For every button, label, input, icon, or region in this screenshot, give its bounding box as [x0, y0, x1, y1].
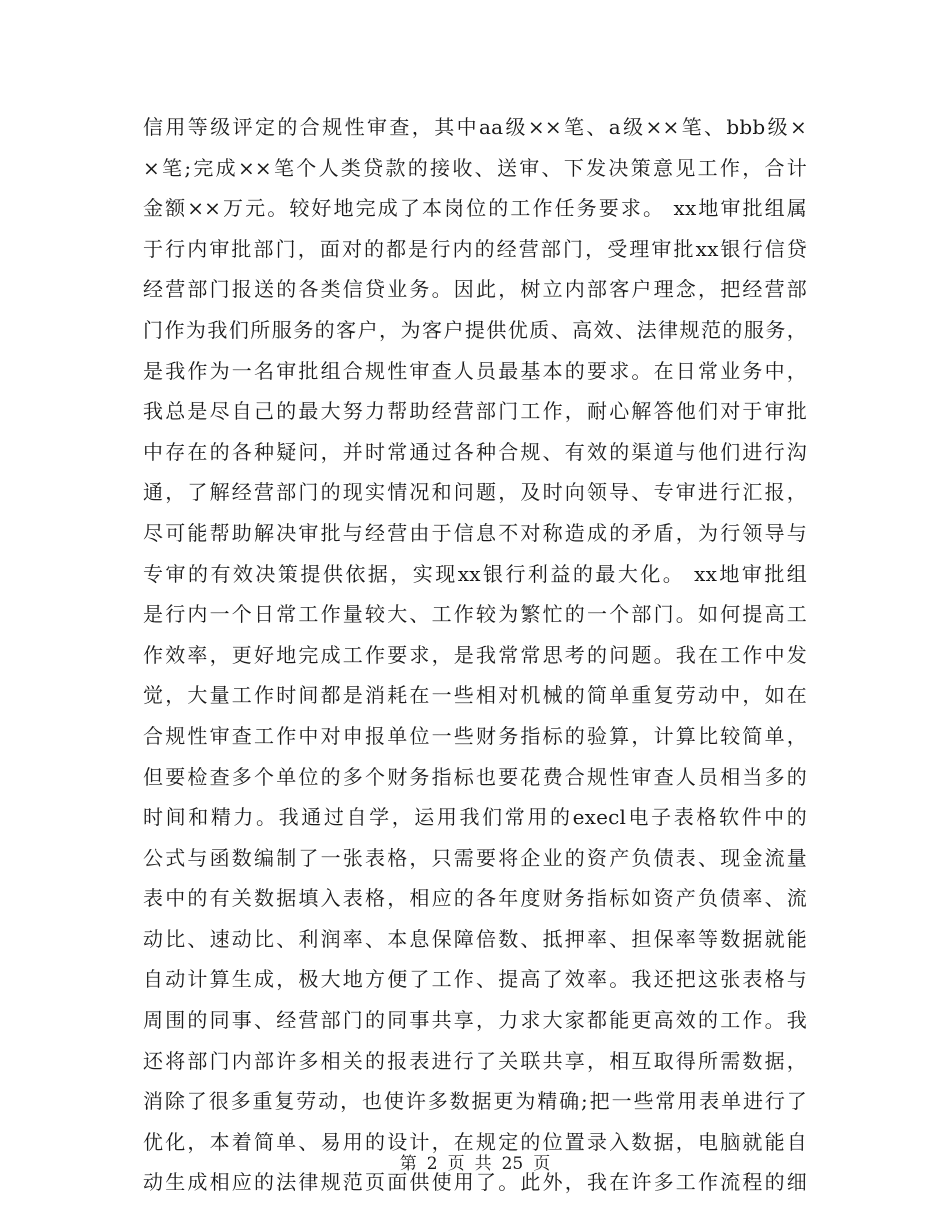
- text-line-9: 中存在的各种疑问，并时常通过各种合规、有效的渠道与他们进行沟: [143, 439, 807, 464]
- text-line-12: 专审的有效决策提供依据，实现xx银行利益的最大化。 xx地审批组: [143, 561, 807, 586]
- current-page-number: 2: [426, 1154, 438, 1174]
- page-footer: [0, 1152, 950, 1176]
- footer-label-ye-end: 页: [533, 1154, 551, 1174]
- footer-label-ye: 页: [447, 1154, 465, 1174]
- text-line-1: 信用等级评定的合规性审查，其中aa级××笔、a级××笔、bbb级×: [143, 115, 807, 139]
- text-line-13: 是行内一个日常工作量较大、工作较为繁忙的一个部门。如何提高工: [143, 602, 807, 627]
- text-line-4: 于行内审批部门，面对的都是行内的经营部门，受理审批xx银行信贷: [143, 236, 807, 261]
- text-line-20: 表中的有关数据填入表格，相应的各年度财务指标如资产负债率、流: [143, 886, 807, 911]
- text-line-14: 作效率，更好地完成工作要求，是我常常思考的问题。我在工作中发: [143, 642, 807, 667]
- footer-label-di: 第: [399, 1154, 417, 1174]
- text-line-16: 合规性审查工作中对申报单位一些财务指标的验算，计算比较简单，: [143, 723, 807, 748]
- total-pages-number: 25: [501, 1154, 524, 1174]
- body-text: [143, 107, 807, 1203]
- text-line-6: 门作为我们所服务的客户，为客户提供优质、高效、法律规范的服务，: [143, 317, 807, 342]
- text-line-7: 是我作为一名审批组合规性审查人员最基本的要求。在日常业务中，: [143, 358, 807, 383]
- text-line-18: 时间和精力。我通过自学，运用我们常用的execl电子表格软件中的: [143, 805, 807, 830]
- text-line-24: 还将部门内部许多相关的报表进行了关联共享，相互取得所需数据，: [143, 1048, 807, 1073]
- text-line-26: 优化，本着简单、易用的设计，在规定的位置录入数据，电脑就能自: [143, 1129, 807, 1154]
- text-line-5: 经营部门报送的各类信贷业务。因此，树立内部客户理念，把经营部: [143, 277, 807, 302]
- text-line-25: 消除了很多重复劳动，也使许多数据更为精确;把一些常用表单进行了: [143, 1089, 807, 1114]
- text-line-3: 金额××万元。较好地完成了本岗位的工作任务要求。 xx地审批组属: [143, 196, 807, 221]
- text-line-17: 但要检查多个单位的多个财务指标也要花费合规性审查人员相当多的: [143, 764, 807, 789]
- text-line-27: 动生成相应的法律规范页面供使用了。此外，我在许多工作流程的细: [143, 1170, 807, 1195]
- text-line-8: 我总是尽自己的最大努力帮助经营部门工作，耐心解答他们对于审批: [143, 399, 807, 424]
- text-line-19: 公式与函数编制了一张表格，只需要将企业的资产负债表、现金流量: [143, 845, 807, 870]
- text-line-23: 周围的同事、经营部门的同事共享，力求大家都能更高效的工作。我: [143, 1008, 807, 1033]
- text-line-11: 尽可能帮助解决审批与经营由于信息不对称造成的矛盾，为行领导与: [143, 520, 807, 545]
- text-line-22: 自动计算生成，极大地方便了工作、提高了效率。我还把这张表格与: [143, 967, 807, 992]
- text-line-21: 动比、速动比、利润率、本息保障倍数、抵押率、担保率等数据就能: [143, 926, 807, 951]
- text-line-2: ×笔;完成××笔个人类贷款的接收、送审、下发决策意见工作，合计: [143, 155, 807, 180]
- footer-label-gong: 共: [474, 1154, 492, 1174]
- text-line-10: 通，了解经营部门的现实情况和问题，及时向领导、专审进行汇报，: [143, 480, 807, 505]
- text-line-15: 觉，大量工作时间都是消耗在一些相对机械的简单重复劳动中，如在: [143, 683, 807, 708]
